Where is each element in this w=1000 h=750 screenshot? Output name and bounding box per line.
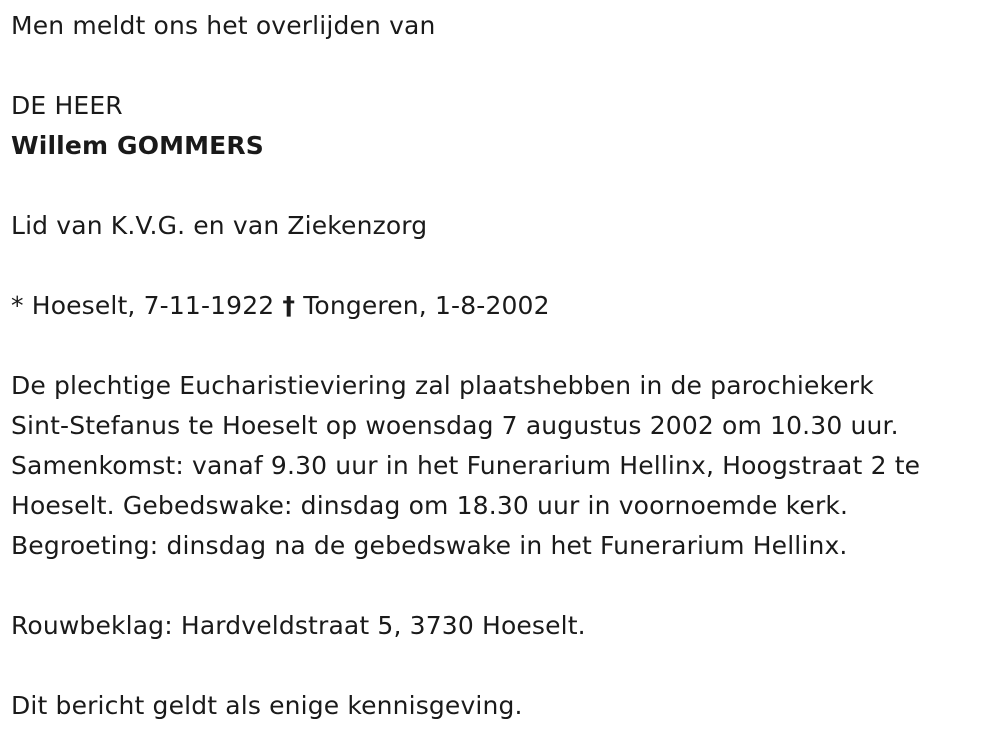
dates-line <box>11 286 986 326</box>
honorific: DE HEER <box>11 91 123 120</box>
spacer <box>11 566 986 606</box>
membership-text: Lid van K.V.G. en van Ziekenzorg <box>11 211 428 240</box>
death-info: Tongeren, 1-8-2002 <box>303 291 550 320</box>
ceremony-line: Hoeselt. Gebedswake: dinsdag om 18.30 uur in voornoemde kerk. <box>11 491 849 520</box>
spacer <box>11 166 986 206</box>
birth-info: * Hoeselt, 7-11-1922 <box>11 291 275 320</box>
spacer <box>11 46 986 86</box>
ceremony-line: Begroeting: dinsdag na de gebedswake in het Funerarium Hellinx. <box>11 531 848 560</box>
ceremony-line: Samenkomst: vanaf 9.30 uur in het Funerarium Hellinx, Hoogstraat 2 te <box>11 451 921 480</box>
ceremony-line: De plechtige Eucharistieviering zal plaatshebben in de parochiekerk <box>11 371 874 400</box>
spacer <box>11 326 986 366</box>
closing-text: Dit bericht geldt als enige kennisgeving. <box>11 691 523 720</box>
death-notice <box>11 6 986 726</box>
ceremony-line: Sint-Stefanus te Hoeselt op woensdag 7 augustus 2002 om 10.30 uur. <box>11 411 899 440</box>
spacer <box>11 246 986 286</box>
spacer <box>11 646 986 686</box>
condolence-address: Rouwbeklag: Hardveldstraat 5, 3730 Hoeselt. <box>11 611 586 640</box>
cross-icon: † <box>282 291 296 320</box>
intro-text: Men meldt ons het overlijden van <box>11 11 436 40</box>
deceased-name: Willem GOMMERS <box>11 131 264 160</box>
